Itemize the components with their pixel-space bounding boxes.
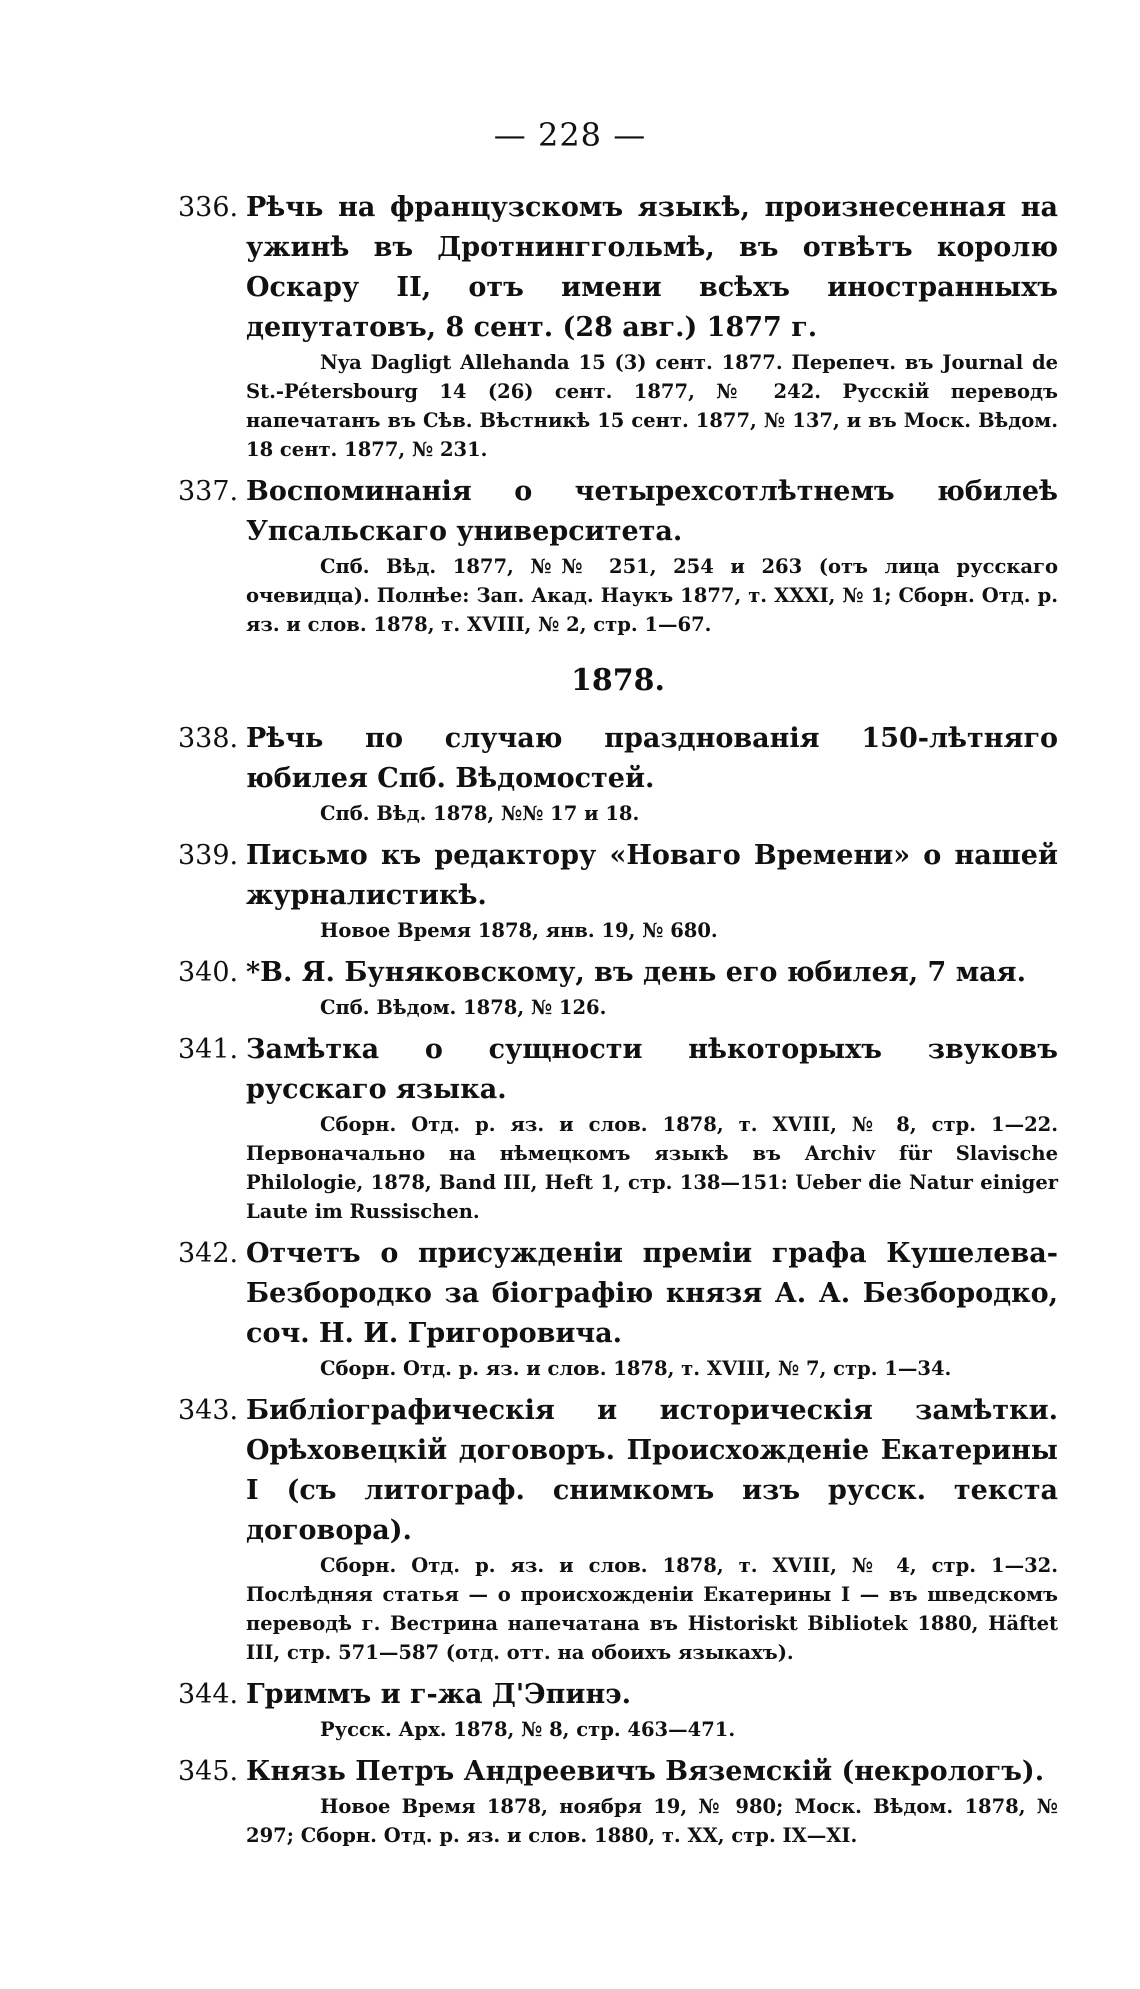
entry-number: 340. <box>178 957 239 988</box>
entry-source: Nya Dagligt Allehanda 15 (3) сент. 1877. Перепеч. въ Journal de St.-Pétersbourg 14 (26) сент. 1877, № 242. Русскій переводъ напечатанъ въ Сѣв. Вѣстникѣ 15 сент. 1877, № 137, и въ Моск. Вѣдом. 18 сент. 1877, № 231. <box>246 351 1058 461</box>
entry-number: 345. <box>178 1756 239 1787</box>
entry-source: Русск. Арх. 1878, № 8, стр. 463—471. <box>320 1718 736 1741</box>
entry-title: Замѣтка о сущности нѣкоторыхъ звуковъ русскаго языка. <box>246 1034 1058 1105</box>
entry-title: Библіографическія и историческія замѣтки. Орѣховецкій договоръ. Происхожденіе Екатерины I (съ литограф. снимкомъ изъ русск. текста договора). <box>246 1395 1058 1546</box>
bibliography-entry-340 <box>178 953 1058 1022</box>
entry-number: 339. <box>178 840 239 871</box>
entry-source: Сборн. Отд. р. яз. и слов. 1878, т. XVIII, № 7, стр. 1—34. <box>320 1357 952 1380</box>
entry-title: Князь Петръ Андреевичъ Вяземскій (некрологъ). <box>246 1756 1045 1787</box>
year-heading: 1878. <box>571 663 665 698</box>
bibliography-entry-337 <box>178 472 1058 639</box>
entry-source: Сборн. Отд. р. яз. и слов. 1878, т. XVIII, № 8, стр. 1—22. Первоначально на нѣмецкомъ языкѣ въ Archiv für Slavische Philologie, 1878, Band III, Heft 1, стр. 138—151: Ueber die Natur einiger Laute im Russischen. <box>246 1113 1058 1223</box>
entry-number: 341. <box>178 1034 239 1065</box>
bibliography-entry-342 <box>178 1234 1058 1383</box>
entry-source: Спб. Вѣд. 1878, №№ 17 и 18. <box>320 802 640 825</box>
entry-number: 342. <box>178 1238 239 1269</box>
entry-title: *В. Я. Буняковскому, въ день его юбилея, 7 мая. <box>246 957 1026 988</box>
entry-title: Рѣчь на французскомъ языкѣ, произнесенная на ужинѣ въ Дротнинггольмѣ, въ отвѣтъ королю Оскару II, отъ имени всѣхъ иностранныхъ депутатовъ, 8 сент. (28 авг.) 1877 г. <box>246 192 1058 343</box>
bibliography-entry-345 <box>178 1752 1058 1850</box>
entry-title: Отчетъ о присужденіи преміи графа Кушелева-Безбородко за біографію князя А. А. Безбородко, соч. Н. И. Григоровича. <box>246 1238 1058 1349</box>
entry-number: 337. <box>178 476 239 507</box>
entry-source: Сборн. Отд. р. яз. и слов. 1878, т. XVIII, № 4, стр. 1—32. Послѣдняя статья — о происхожденіи Екатерины I — въ шведскомъ переводѣ г. Вестрина напечатана въ Historiskt Bibliotek 1880, Häftet III, стр. 571—587 (отд. отт. на обоихъ языкахъ). <box>246 1554 1058 1664</box>
entry-source: Новое Время 1878, янв. 19, № 680. <box>320 919 718 942</box>
bibliography-entry-336 <box>178 188 1058 464</box>
entry-source: Спб. Вѣд. 1877, №№ 251, 254 и 263 (отъ лица русскаго очевидца). Полнѣе: Зап. Акад. Наукъ 1877, т. XXXI, № 1; Сборн. Отд. р. яз. и слов. 1878, т. XVIII, № 2, стр. 1—67. <box>246 555 1058 636</box>
bibliography-entry-338 <box>178 719 1058 828</box>
bibliography-entry-343 <box>178 1391 1058 1667</box>
bibliography-entry-339 <box>178 836 1058 945</box>
entry-source: Спб. Вѣдом. 1878, № 126. <box>320 996 607 1019</box>
page-number: — 228 — <box>493 116 647 154</box>
bibliography-entry-341 <box>178 1030 1058 1226</box>
entry-source: Новое Время 1878, ноября 19, № 980; Моск. Вѣдом. 1878, № 297; Сборн. Отд. р. яз. и слов. 1880, т. XX, стр. IX—XI. <box>246 1795 1058 1847</box>
entry-title: Письмо къ редактору «Новаго Времени» о нашей журналистикѣ. <box>246 840 1058 911</box>
entry-number: 343. <box>178 1395 239 1426</box>
bibliography-entry-344 <box>178 1675 1058 1744</box>
entry-number: 338. <box>178 723 239 754</box>
entry-number: 336. <box>178 192 239 223</box>
entry-title: Воспоминанія о четырехсотлѣтнемъ юбилеѣ Упсальскаго университета. <box>246 476 1058 547</box>
bibliography-list <box>178 188 1058 1858</box>
entry-number: 344. <box>178 1679 239 1710</box>
entry-title: Рѣчь по случаю празднованія 150-лѣтняго юбилея Спб. Вѣдомостей. <box>246 723 1058 794</box>
entry-title: Гриммъ и г-жа Д'Эпинэ. <box>246 1679 632 1710</box>
